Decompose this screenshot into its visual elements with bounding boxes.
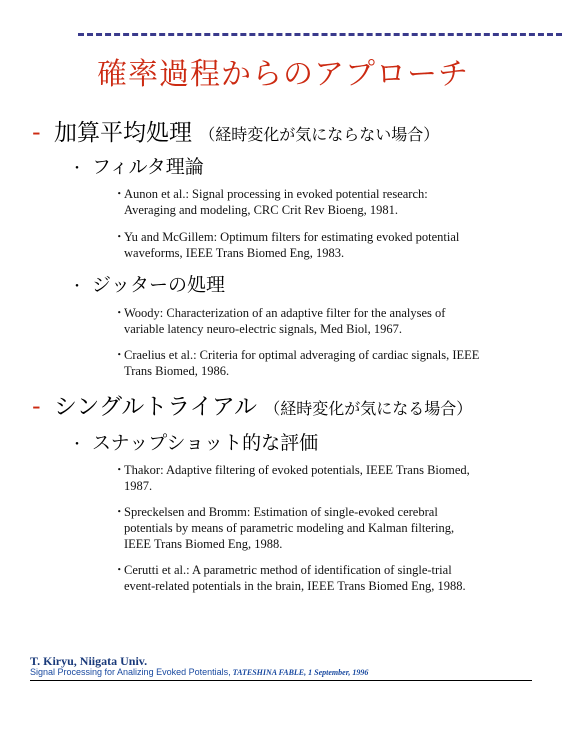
reference-item xyxy=(113,186,428,218)
dash-marker: - xyxy=(32,118,41,146)
ref-bullet: ・ xyxy=(113,306,126,320)
subsection-heading-text: スナップショット的な評価 xyxy=(92,432,319,454)
subsection-heading-text: フィルタ理論 xyxy=(92,156,204,178)
ref-line: Averaging and modeling, CRC Crit Rev Bioeng, 1981. xyxy=(124,203,399,217)
ref-line: Yu and McGillem: Optimum filters for estimating evoked potential xyxy=(124,230,460,244)
footer-course-line xyxy=(30,667,368,677)
ref-line: waveforms, IEEE Trans Biomed Eng, 1983. xyxy=(124,246,345,260)
top-dashed-rule xyxy=(78,33,562,36)
ref-line: potentials by means of parametric modeling and Kalman filtering, xyxy=(124,521,455,535)
footer-author: T. Kiryu, Niigata Univ. xyxy=(30,654,148,668)
ref-line: IEEE Trans Biomed Eng, 1988. xyxy=(124,537,283,551)
reference-item xyxy=(113,562,466,594)
ref-bullet: ・ xyxy=(113,230,126,244)
ref-bullet: ・ xyxy=(113,187,126,201)
ref-line: Cerutti et al.: A parametric method of identification of single-trial xyxy=(124,563,452,577)
bullet-marker: ・ xyxy=(70,161,84,177)
section-heading-text: シングルトライアル xyxy=(53,394,257,420)
ref-line: variable latency neuro-electric signals, Med Biol, 1967. xyxy=(124,322,403,336)
section-heading-single-trial xyxy=(32,388,472,421)
footer-course: Signal Processing for Analizing Evoked Potentials, xyxy=(30,667,231,677)
reference-item xyxy=(113,347,480,379)
ref-line: Craelius et al.: Criteria for optimal adveraging of cardiac signals, IEEE xyxy=(124,348,480,362)
reference-item xyxy=(113,229,460,261)
section-note: （経時変化が気になる場合） xyxy=(264,399,473,418)
slide-title: 確率過程からのアプローチ xyxy=(97,57,469,92)
section-heading-averaging xyxy=(32,114,439,147)
ref-bullet: ・ xyxy=(113,505,126,519)
subsection-heading-text: ジッターの処理 xyxy=(92,274,226,296)
ref-line: Woody: Characterization of an adaptive filter for the analyses of xyxy=(124,306,446,320)
footer-rule xyxy=(30,680,532,681)
ref-line: Spreckelsen and Bromm: Estimation of single-evoked cerebral xyxy=(124,505,438,519)
dash-marker: - xyxy=(32,392,41,420)
ref-line: Thakor: Adaptive filtering of evoked potentials, IEEE Trans Biomed, xyxy=(124,463,470,477)
reference-item xyxy=(113,462,470,494)
ref-line: event-related potentials in the brain, IEEE Trans Biomed Eng, 1988. xyxy=(124,579,466,593)
bullet-marker: ・ xyxy=(70,279,84,295)
subsection-heading-jitter xyxy=(70,270,225,297)
subsection-heading-filter-theory xyxy=(70,152,204,179)
reference-item xyxy=(113,305,446,337)
section-note: （経時変化が気にならない場合） xyxy=(199,125,440,144)
ref-bullet: ・ xyxy=(113,463,126,477)
reference-item xyxy=(113,504,455,552)
section-heading-text: 加算平均処理 xyxy=(53,120,192,146)
footer-event: TATESHINA FABLE, 1 September, 1996 xyxy=(230,668,369,677)
bullet-marker: ・ xyxy=(70,437,84,453)
ref-bullet: ・ xyxy=(113,563,126,577)
ref-line: Aunon et al.: Signal processing in evoked potential research: xyxy=(124,187,428,201)
ref-line: Trans Biomed, 1986. xyxy=(124,364,230,378)
subsection-heading-snapshot xyxy=(70,428,318,455)
ref-line: 1987. xyxy=(124,479,153,493)
ref-bullet: ・ xyxy=(113,348,126,362)
